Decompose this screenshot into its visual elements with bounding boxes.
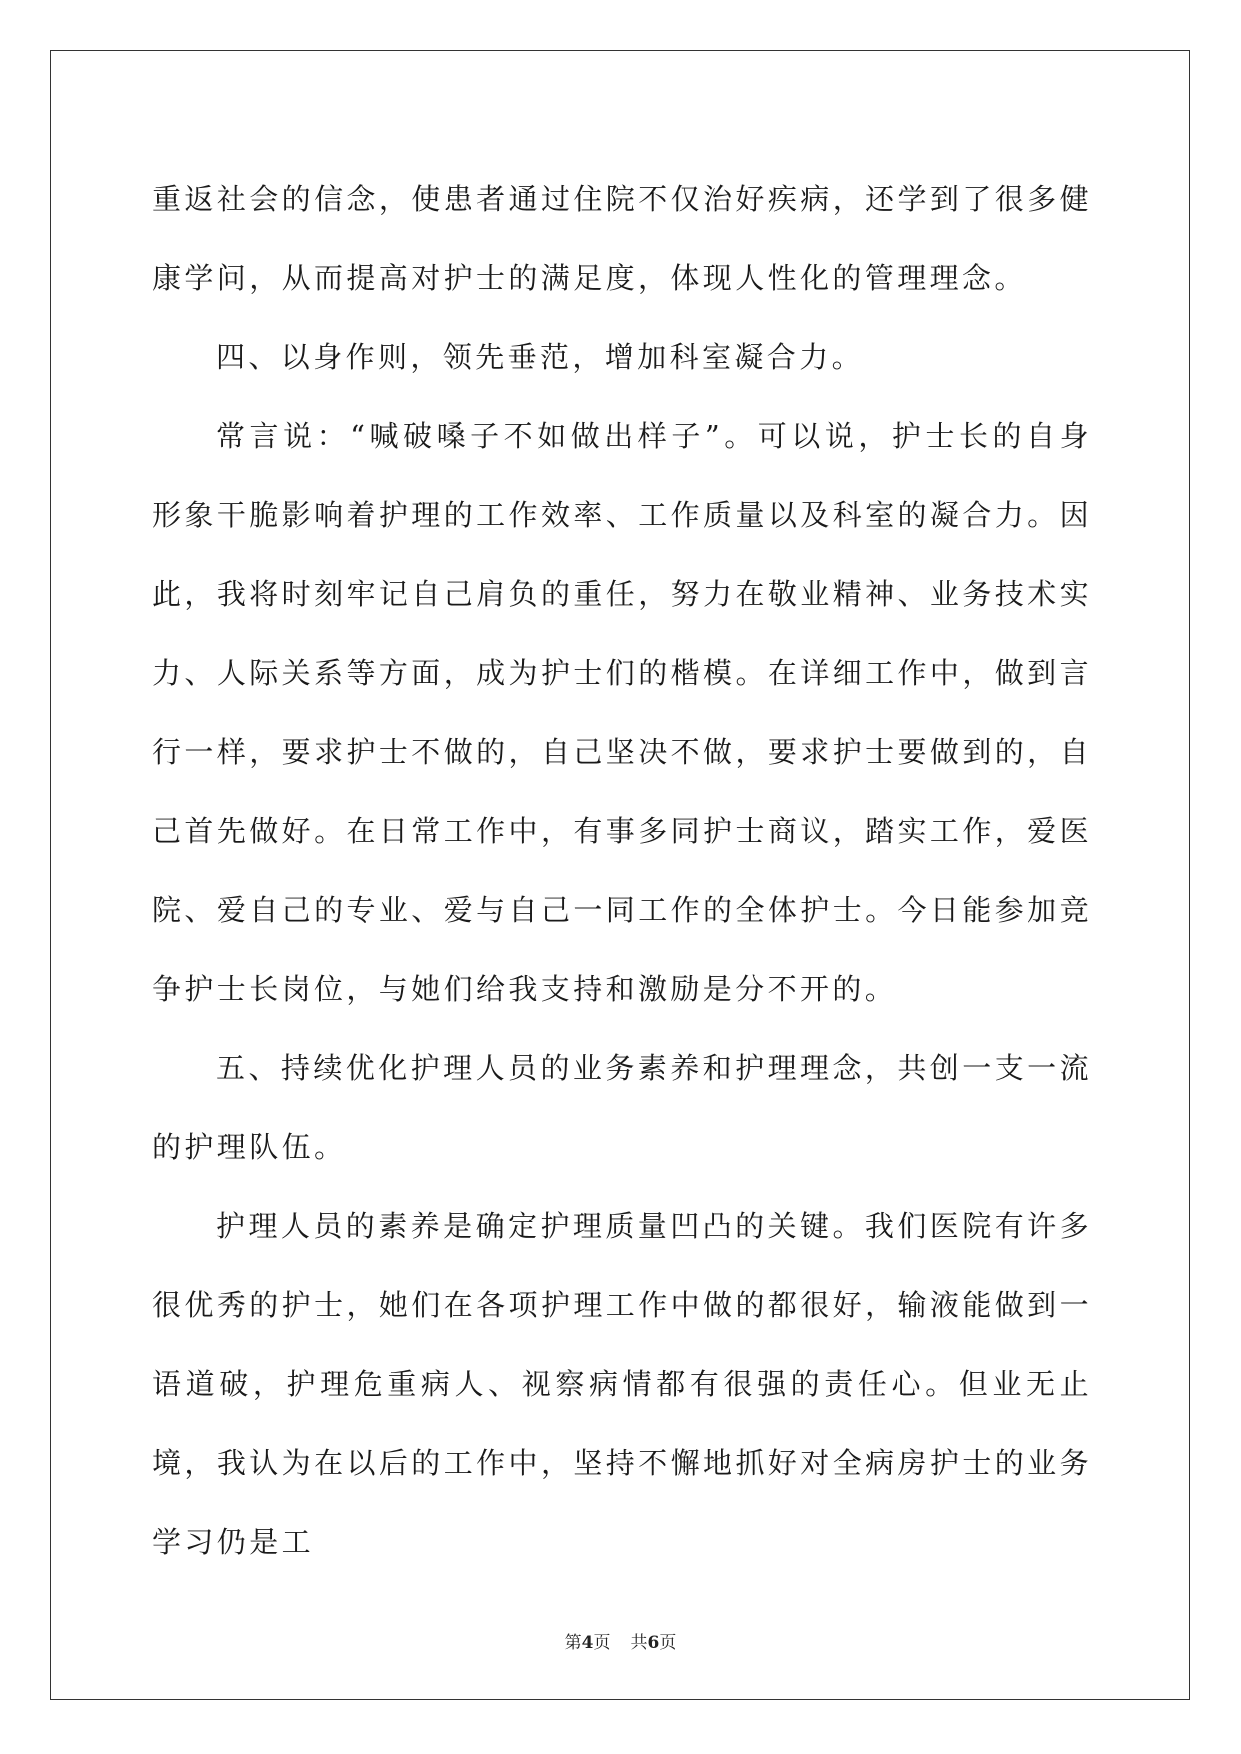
section-heading-5: 五、持续优化护理人员的业务素养和护理理念，共创一支一流的护理队伍。 xyxy=(152,1051,1092,1164)
total-pages-number: 6 xyxy=(647,1633,660,1653)
footer-total-prefix: 共 xyxy=(630,1633,648,1653)
paragraph-2: 常言说：“喊破嗓子不如做出样子”。可以说，护士长的自身形象干脆影响着护理的工作效率、工作质量以及科室的凝合力。因此，我将时刻牢记自己肩负的重任，努力在敬业精神、业务技术实力、人际关系等方面，成为护士们的楷模。在详细工作中，做到言行一样，要求护士不做的，自己坚决不做，要求护士要做到的，自己首先做好。在日常工作中，有事多同护士商议，踏实工作，爱医院、爱自己的专业、爱与自己一同工作的全体护士。今日能参加竞争护士长岗位，与她们给我支持和激励是分不开的。 xyxy=(152,419,1092,1006)
section-heading-4: 四、以身作则，领先垂范，增加科室凝合力。 xyxy=(216,340,865,374)
footer-prefix: 第 xyxy=(564,1633,582,1653)
footer-total-suffix: 页 xyxy=(659,1633,677,1653)
current-page-number: 4 xyxy=(581,1633,594,1653)
footer-page-suffix: 页 xyxy=(593,1633,611,1653)
paragraph-3: 护理人员的素养是确定护理质量凹凸的关键。我们医院有许多很优秀的护士，她们在各项护理工作中做的都很好，输液能做到一语道破，护理危重病人、视察病情都有很强的责任心。但业无止境，我认为在以后的工作中，坚持不懈地抓好对全病房护士的业务学习仍是工 xyxy=(152,1209,1092,1559)
document-body xyxy=(152,160,1092,1582)
page-footer xyxy=(0,1628,1241,1653)
paragraph-1: 重返社会的信念，使患者通过住院不仅治好疾病，还学到了很多健康学问，从而提高对护士的满足度，体现人性化的管理理念。 xyxy=(152,182,1092,295)
